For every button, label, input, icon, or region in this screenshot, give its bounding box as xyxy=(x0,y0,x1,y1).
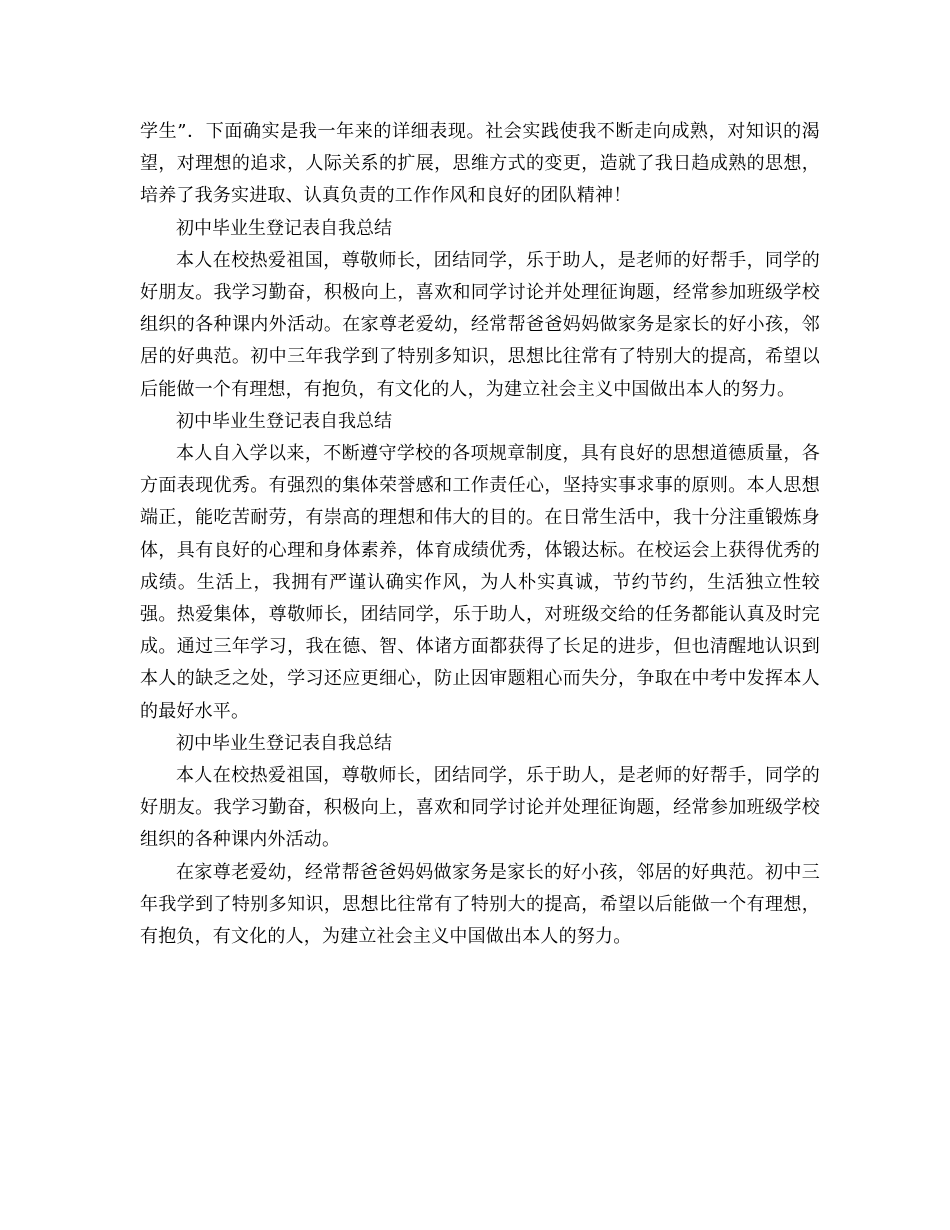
paragraph-summary-1: 本人在校热爱祖国，尊敬师长，团结同学，乐于助人，是老师的好帮手，同学的好朋友。我学习勤奋，积极向上，喜欢和同学讨论并处理征询题，经常参加班级学校组织的各种课内外活动。在家尊老爱幼，经常帮爸爸妈妈做家务是家长的好小孩，邻居的好典范。初中三年我学到了特别多知识，思想比往常有了特别大的提高，希望以后能做一个有理想，有抱负，有文化的人，为建立社会主义中国做出本人的努力。 xyxy=(140,249,820,400)
section-heading-2: 初中毕业生登记表自我总结 xyxy=(176,410,392,432)
paragraph-intro-continuation: 学生”．下面确实是我一年来的详细表现。社会实践使我不断走向成熟，对知识的渴望，对理想的追求，人际关系的扩展，思维方式的变更，造就了我日趋成熟的思想，培养了我务实进取、认真负责的工作作风和良好的团队精神！ xyxy=(140,121,820,207)
paragraph-summary-3b: 在家尊老爱幼，经常帮爸爸妈妈做家务是家长的好小孩，邻居的好典范。初中三年我学到了特别多知识，思想比往常有了特别大的提高，希望以后能做一个有理想，有抱负，有文化的人，为建立社会主义中国做出本人的努力。 xyxy=(140,861,820,948)
section-heading-1: 初中毕业生登记表自我总结 xyxy=(176,217,392,239)
paragraph-summary-2: 本人自入学以来，不断遵守学校的各项规章制度，具有良好的思想道德质量，各方面表现优秀。有强烈的集体荣誉感和工作责任心，坚持实事求事的原则。本人思想端正，能吃苦耐劳，有崇高的理想和伟大的目的。在日常生活中，我十分注重锻炼身体，具有良好的心理和身体素养，体育成绩优秀，体锻达标。在校运会上获得优秀的成绩。生活上，我拥有严谨认确实作风，为人朴实真诚，节约节约，生活独立性较强。热爱集体，尊敬师长，团结同学，乐于助人，对班级交给的任务都能认真及时完成。通过三年学习，我在德、智、体诸方面都获得了长足的进步，但也清醒地认识到本人的缺乏之处，学习还应更细心，防止因审题粗心而失分，争取在中考中发挥本人的最好水平。 xyxy=(140,443,820,722)
document-body xyxy=(140,116,820,953)
section-heading-3: 初中毕业生登记表自我总结 xyxy=(176,732,392,754)
paragraph-summary-3a: 本人在校热爱祖国，尊敬师长，团结同学，乐于助人，是老师的好帮手，同学的好朋友。我学习勤奋，积极向上，喜欢和同学讨论并处理征询题，经常参加班级学校组织的各种课内外活动。 xyxy=(140,765,820,851)
